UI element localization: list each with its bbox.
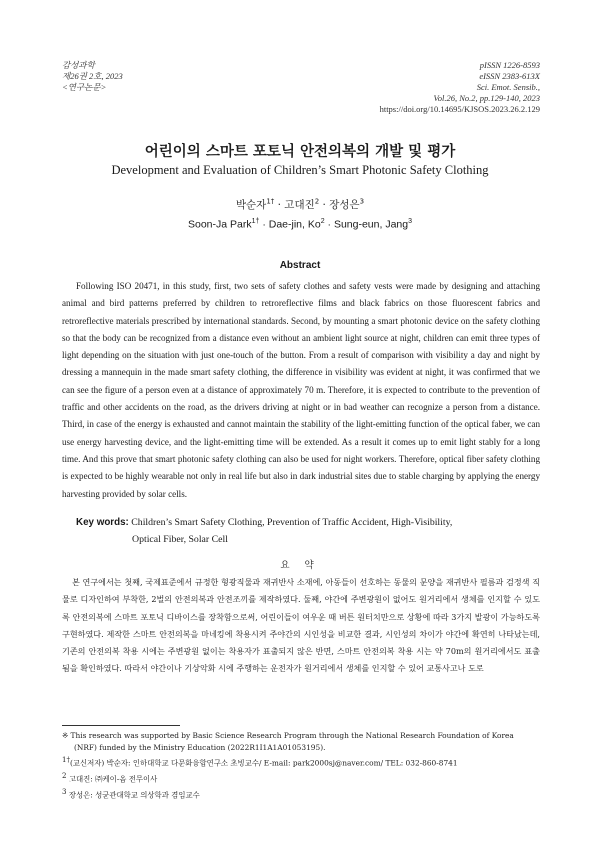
volume-pages: Vol.26, No.2, pp.129-140, 2023 [433,93,540,103]
author-separator: · [324,218,334,231]
article-type: <연구논문> [62,82,107,92]
authors-korean [0,197,600,212]
journal-header-left [62,60,123,93]
footnote-divider [62,725,180,726]
author-3-mark: 3 [359,197,365,206]
doi-link[interactable]: https://doi.org/10.14695/KJSOS.2023.26.2.129 [379,104,540,114]
korean-abstract-heading: 요 약 [280,560,320,571]
eissn: eISSN 2383-613X [479,71,540,81]
title-korean: 어린이의 스마트 포토닉 안전의복의 개발 및 평가 [144,144,456,160]
keywords [76,514,546,548]
footnote-mark: 3 [62,787,67,796]
author-separator: · [274,199,285,211]
footnote-corresponding: $^{1\dagger}$(교신저자) 박순자: 인하대학교 다문화융합연구소 초빙교수/ E-mail: park2000sj@naver.com/ TEL: 032-860-8741 [62,756,458,768]
abstract-body: Following ISO 20471, in this study, first, two sets of safety clothes and safety vests were made by designing and attaching animal and bird patterns preferred by children to retroreflective films and black fabrics on those fluorescent fabrics and retroreflective materials prescribed by international standards. Second, by mounting a smart photonic device on the safety clothing so that the body can be recognized from a distance even without an ambient light source at night, children can emit three types of light depending on the situation with just one-touch of the button. From a result of comparison with visibility a day and night by dressing a mannequin in the made smart safety clothing, the difference in visibility was evident at night, it was confirmed that we can see the figure of a person even at a distance of approximately 70 m. Therefore, it is expected to contribute to the prevention of traffic and other accidents on the road, as the drivers driving at night or in bad weather can recognize a person from a distance. Third, in case of the energy is exhausted and cannot maintain the stability of the light-emitting function of the optical faber, we can use energy harvesting device, and the light-emitting time will be extended. As a result it comes up to emit light stably for a long time. And this prove that smart photonic safety clothing can also be used for night workers. Therefore, optical fiber safety clothing is expected to be highly wearable not only in real life but also in dark industrial sites due to stable charging by applying the energy harvesting provided by solar cells. [62,281,540,499]
pissn: pISSN 1226-8593 [479,60,540,70]
keywords-line-2: Optical Fiber, Solar Cell [132,534,228,545]
author-2-mark: 2 [320,218,325,225]
footnote-funding: ※ This research was supported by Basic Science Research Program through the National Research Foundation of Korea [62,731,514,740]
journal-abbr: Sci. Emot. Sensib., [476,82,540,92]
footnote-mark: 1† [62,756,70,765]
keywords-line-1: Children’s Smart Safety Clothing, Prevention of Traffic Accident, High-Visibility, [131,517,453,528]
author-1-mark: 1† [251,218,260,225]
korean-abstract-body: 본 연구에서는 첫째, 국제표준에서 규정한 형광직물과 재귀반사 소재에, 아동들이 선호하는 동물의 문양을 재귀반사 필름과 검정색 직물로 디자인하여 부착한, 2벌의 안전의복과 안전조끼를 제작하였다. 둘째, 야간에 주변광원이 없어도 원거리에서 생체를 인지할 수 있도록 안전의복에 스마트 포토닉 디바이스를 장착함으로써, 어린이들이 여우운 때 버튼 원터치만으로 상황에 따라 3가지 발광이 가능하도록 구현하였다. 제작한 스마트 안전의복을 마네킹에 착용시켜 주야간의 시인성을 비교한 결과, 시인성의 차이가 야간에 확연히 나타났는데, 기존의 안전의복 착용 시에는 주변광원 없이는 착용자가 표출되지 않은 반면, 스마트 안전의복 착용 시는 약 70m의 원거리에서도 표출됨을 확인하였다. 따라서 야간이나 기상악화 시에 주행하는 운전자가 원거리에서 생체를 인지할 수 있어 교통사고나 도로 [62,577,540,674]
journal-header-right [380,60,540,115]
journal-volume-issue: 제26권 2호, 2023 [62,71,123,81]
footnote-funding-cont: (NRF) funded by the Ministry Education (2022R1I1A1A01053195). [74,743,326,753]
author-1-name: Soon-Ja Park [187,218,252,231]
footnote-mark: 2 [62,772,67,781]
abstract-heading: Abstract [279,260,321,271]
author-1-mark: 1† [266,197,275,206]
author-1-name: 박순자 [235,199,267,211]
keywords-label: Key words: [76,517,129,528]
author-separator: · [319,199,330,211]
footnote-author-3: $^3$ 장성은: 성균관대학교 의상학과 겸임교수 [62,787,200,800]
authors-english [0,218,600,231]
footnote-author-2: $^2$ 고대진: ㈜케이-옵 전무이사 [62,772,158,784]
author-2-mark: 2 [314,197,320,206]
author-2-name: 고대진 [284,199,315,211]
author-separator: · [259,218,269,231]
footnotes [62,730,542,801]
author-3-name: 장성은 [329,199,360,211]
title-english: Development and Evaluation of Children’s Smart Photonic Safety Clothing [111,163,489,177]
author-3-mark: 3 [408,218,413,225]
author-2-name: Dae-jin, Ko [268,218,321,231]
journal-name: 감성과학 [62,60,95,70]
author-3-name: Sung-eun, Jang [333,218,409,231]
